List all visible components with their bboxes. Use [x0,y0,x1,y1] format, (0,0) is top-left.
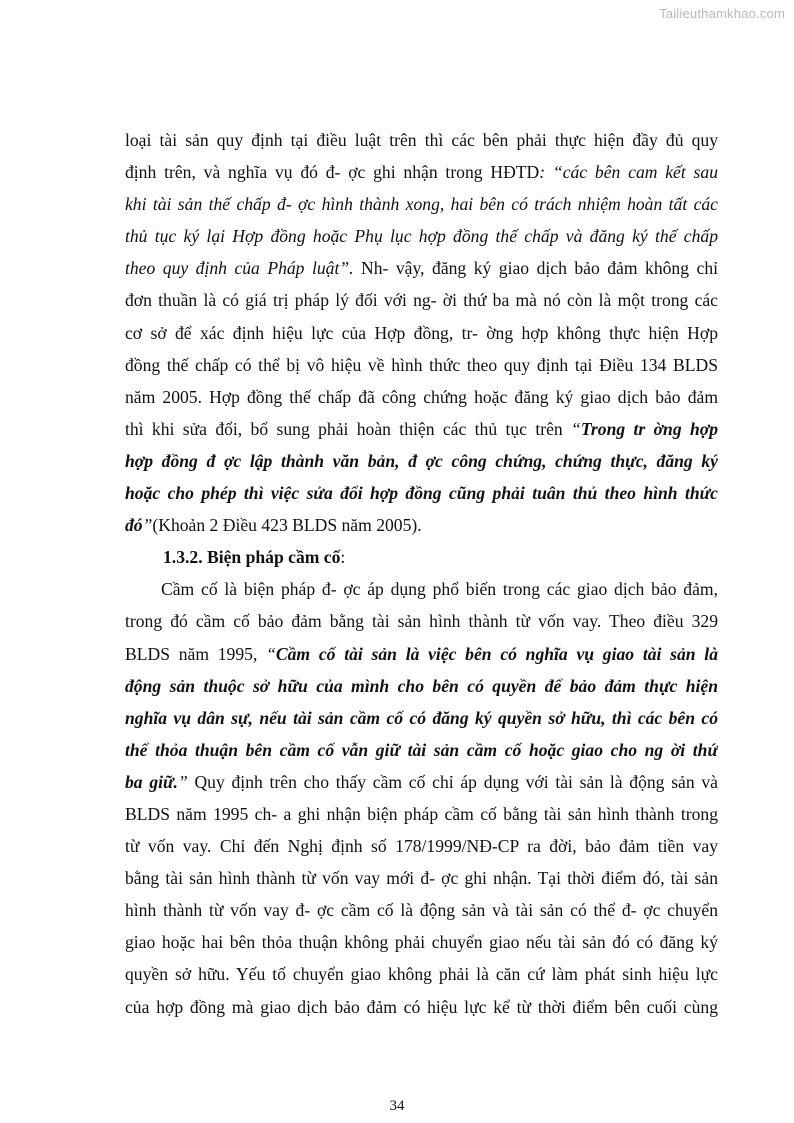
text-segment: loại tài sản quy định tại điều luật trên thì các bên phải thực hiện đầy đủ quy [125,130,718,150]
page-number: 34 [389,1098,405,1114]
text-segment: động sản thuộc sở hữu của mình cho bên có quyền để bảo đảm thực hiện [125,675,718,696]
text-segment: : “các bên cam kết sau [539,162,718,183]
text-segment: BLDS năm 1995, [125,643,267,664]
text-line [125,926,718,958]
text-line [125,124,718,156]
text-line [125,894,718,926]
text-line [125,284,718,316]
text-segment: Nh- vậy, đăng ký giao dịch bảo đảm không chỉ [353,258,718,279]
text-segment: : [340,547,346,568]
text-segment: giao hoặc hai bên thỏa thuận không phải chuyển giao nếu tài sản đó có đăng ký [125,932,718,953]
text-segment: ” [177,771,188,792]
watermark: Tailieuthamkhao.com [659,6,785,21]
text-segment: hoặc cho phép thì việc sửa đổi hợp đồng cũng phải tuân thủ theo hình thức [125,483,718,504]
text-segment: thì khi sửa đổi, bổ sung phải hoàn thiện các thủ tục trên [125,418,572,439]
text-line [125,638,718,670]
text-line [125,798,718,830]
text-segment: 1.3.2. Biện pháp cầm cố [163,547,341,568]
text-line [125,188,718,220]
text-line [125,477,718,509]
text-segment: năm 2005. Hợp đồng thế chấp đã công chứng hoặc đăng ký giao dịch bảo đảm [125,386,718,407]
text-segment: hợp đồng đ ợc lập thành văn bản, đ ợc công chứng, chứng thực, đăng ký [125,450,718,471]
text-segment: từ vốn vay. Chỉ đến Nghị định số 178/1999/NĐ-CP ra đời, bảo đảm tiền vay [125,836,718,857]
text-segment: của hợp đồng mà giao dịch bảo đảm có hiệu lực kể từ thời điểm bên cuối cùng [125,996,718,1017]
text-line [125,317,718,349]
text-segment: định trên, và nghĩa vụ đó đ- ợc ghi nhận trong HĐTD [125,162,540,183]
text-line [125,958,718,990]
text-line [125,349,718,381]
text-segment: (Khoản 2 Điều 423 BLDS năm 2005). [152,515,422,536]
text-line [125,381,718,413]
text-segment: nghĩa vụ dân sự, nếu tài sản cầm cố có đăng ký quyền sở hữu, thì các bên có [125,707,718,728]
text-segment: quyền sở hữu. Yếu tố chuyển giao không phải là căn cứ làm phát sinh hiệu lực [125,964,718,985]
text-segment: thủ tục ký lại Hợp đồng hoặc Phụ lục hợp đồng thế chấp và đăng ký thế chấp [125,226,718,247]
text-line [125,573,718,605]
text-segment: đó [125,515,143,536]
text-segment: bằng tài sản hình thành từ vốn vay mới đ- ợc ghi nhận. Tại thời điểm đó, tài sản [125,868,718,889]
text-line [125,862,718,894]
text-segment: “ [571,418,581,439]
document-body [125,124,718,1023]
text-line [125,509,718,541]
text-segment: “ [266,643,276,664]
text-line [125,156,718,188]
text-segment: khi tài sản thế chấp đ- ợc hình thành xong, hai bên có trách nhiệm hoàn tất các [125,194,718,215]
text-line [125,830,718,862]
text-segment: cơ sở để xác định hiệu lực của Hợp đồng, tr- ờng hợp không thực hiện Hợp [125,322,718,343]
text-segment: ” [142,515,153,536]
section-heading [125,541,718,573]
text-segment: Cầm cố tài sản là việc bên có nghĩa vụ giao tài sản là [275,643,718,664]
text-segment: Trong tr ờng hợp [580,418,718,439]
text-line [125,220,718,252]
text-line [125,605,718,637]
text-line [125,445,718,477]
text-line [125,702,718,734]
text-line [125,734,718,766]
text-segment: thể thỏa thuận bên cầm cố vẫn giữ tài sản cầm cố hoặc giao cho ng ời thứ [125,739,718,760]
text-segment: Cầm cố là biện pháp đ- ợc áp dụng phổ biến trong các giao dịch bảo đảm, [161,579,718,600]
text-segment: đơn thuần là có giá trị pháp lý đối với ng- ời thứ ba mà nó còn là một trong các [125,290,718,311]
text-segment: BLDS năm 1995 ch- a ghi nhận biện pháp cầm cố bằng tài sản hình thành trong [125,803,718,824]
text-line [125,670,718,702]
text-line [125,991,718,1023]
text-segment: hình thành từ vốn vay đ- ợc cầm cố là động sản và tài sản có thể đ- ợc chuyển [125,900,718,921]
text-segment: Quy định trên cho thấy cầm cố chỉ áp dụng với tài sản là động sản và [187,771,718,792]
text-segment: ba giữ. [125,771,178,792]
text-line [125,252,718,284]
text-segment: đồng thế chấp có thể bị vô hiệu về hình thức theo quy định tại Điều 134 BLDS [125,354,718,375]
text-line [125,413,718,445]
text-line [125,766,718,798]
text-segment: theo quy định của Pháp luật”. [125,258,354,279]
text-segment: trong đó cầm cố bảo đảm bằng tài sản hình thành từ vốn vay. Theo điều 329 [125,611,718,632]
